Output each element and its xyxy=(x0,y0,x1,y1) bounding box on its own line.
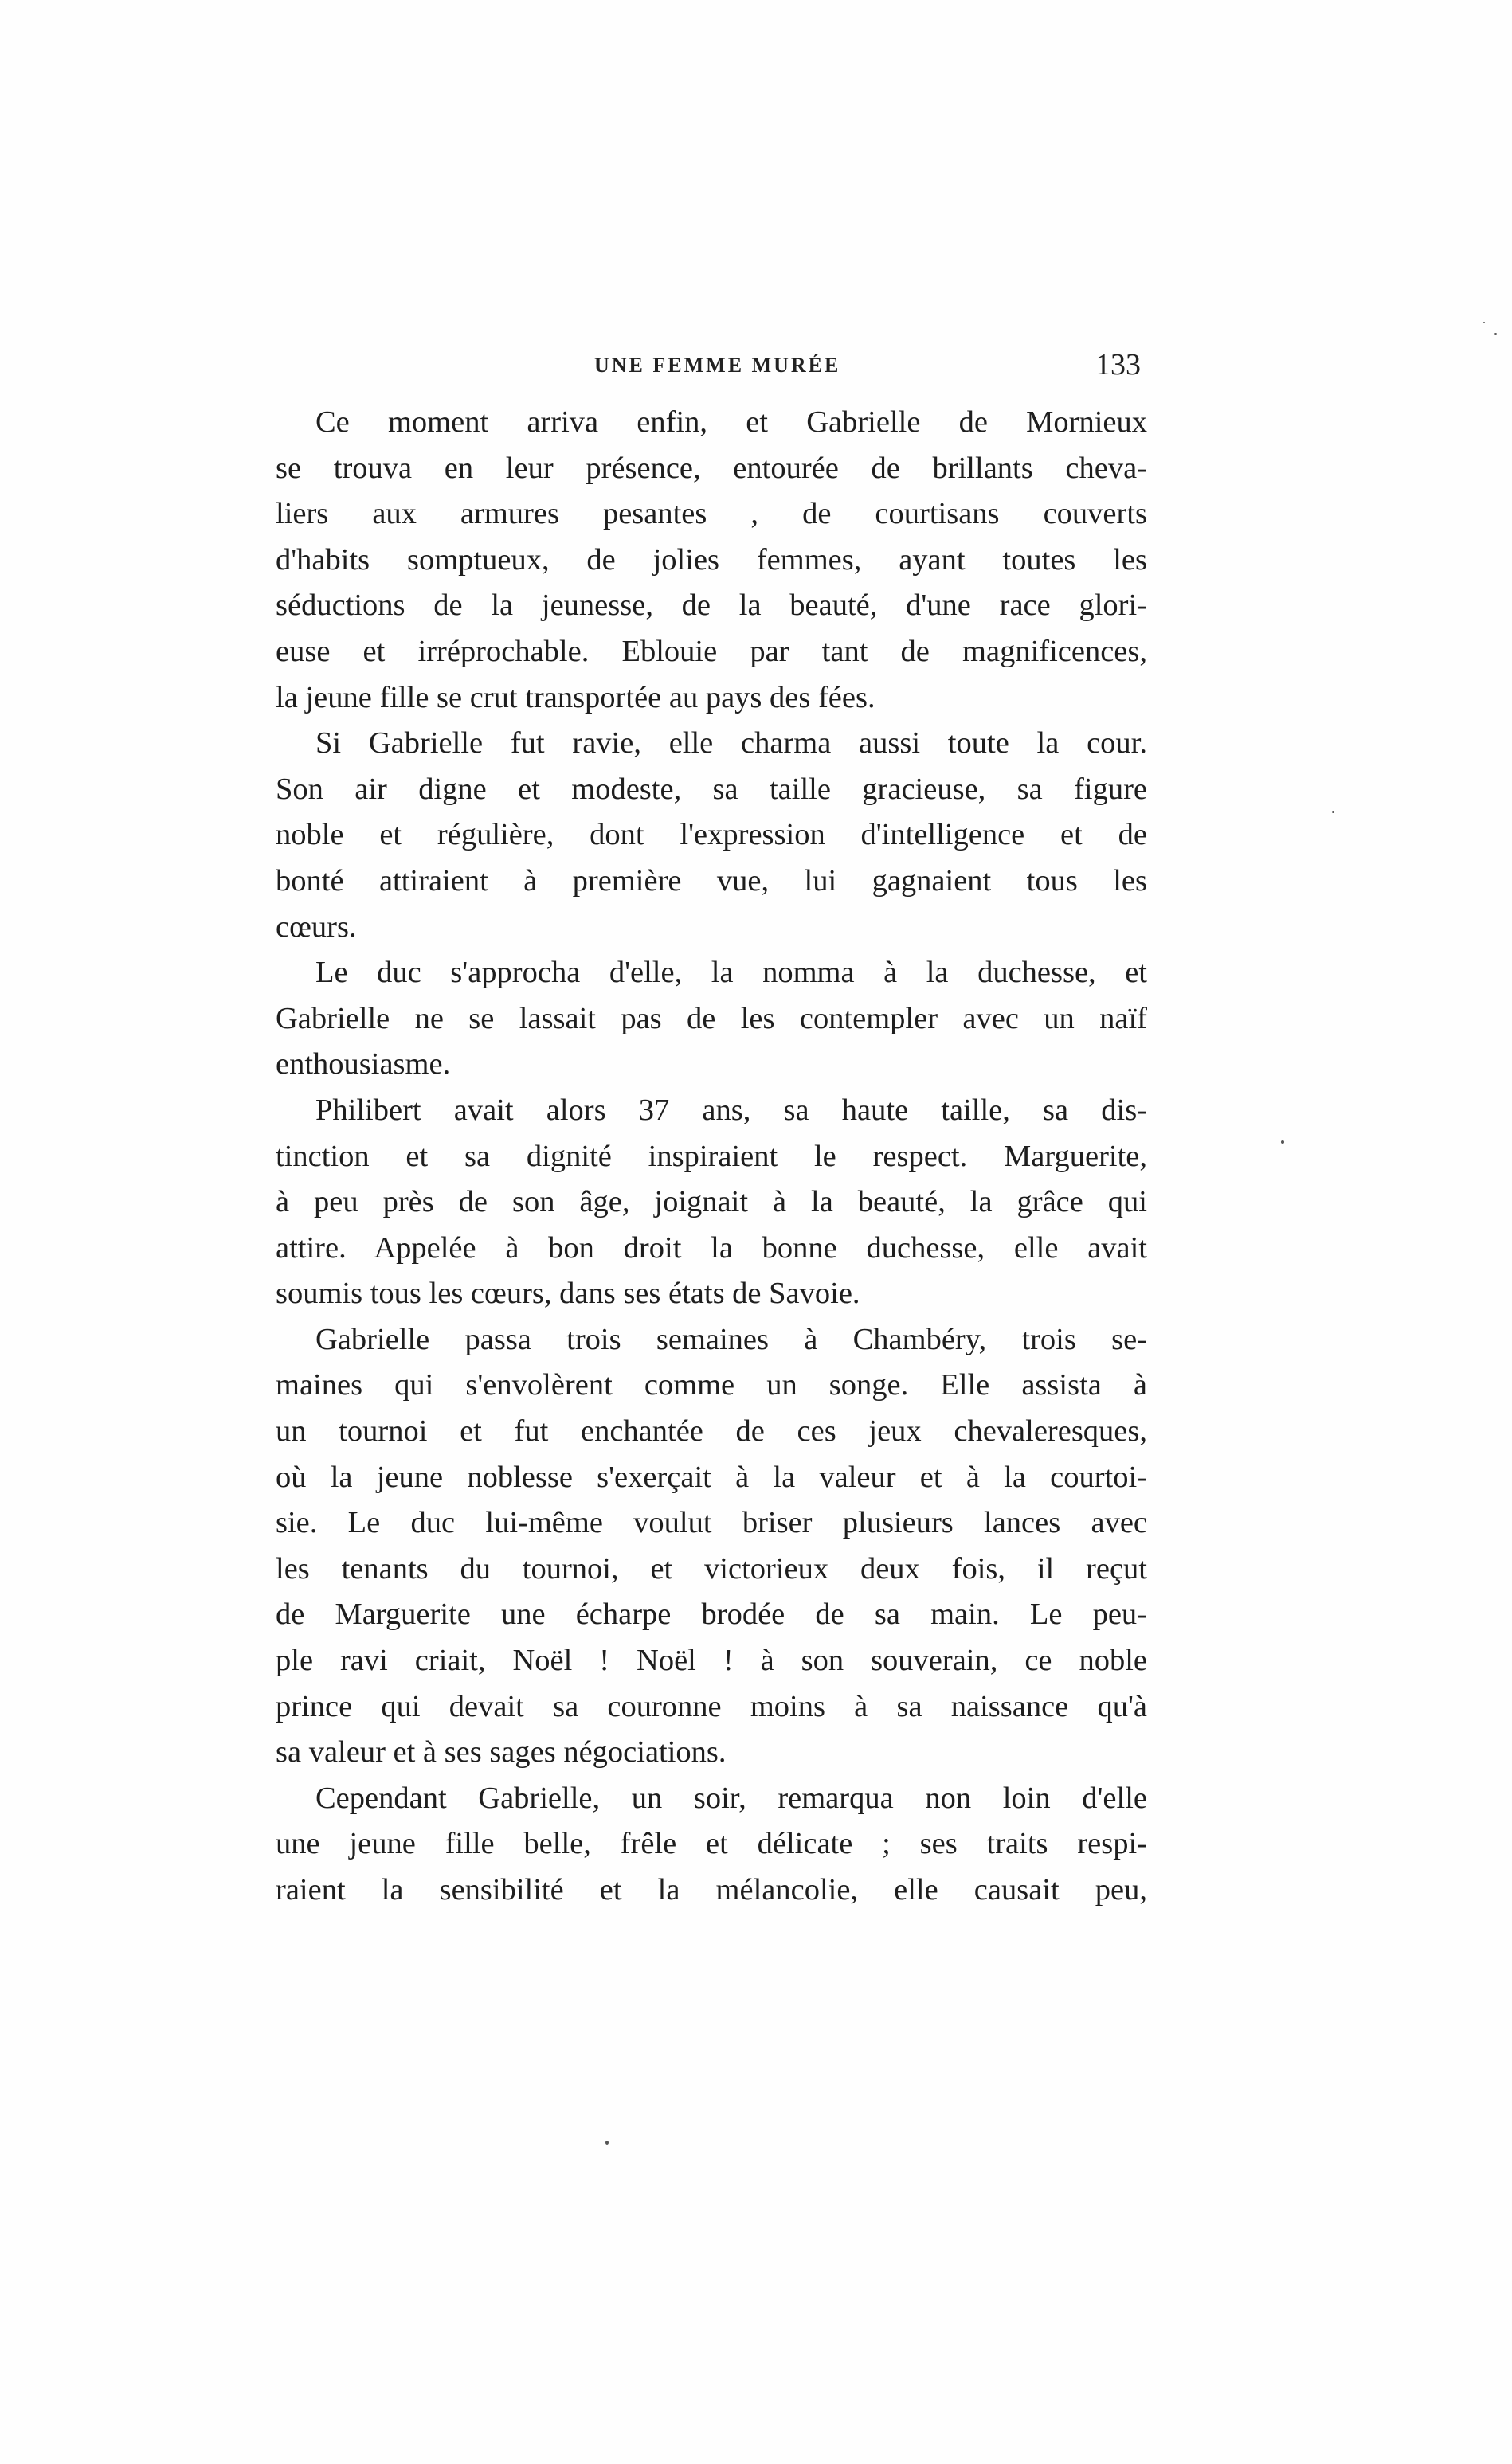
text-line: Gabrielle ne se lassait pas de les contempler avec un naïf xyxy=(276,1001,1147,1035)
paragraph-4 xyxy=(276,1088,1147,1317)
text-line: la jeune fille se crut transportée au pays des fées. xyxy=(276,680,875,714)
text-line: attire. Appelée à bon droit la bonne duchesse, elle avait xyxy=(276,1230,1147,1265)
paragraph-6 xyxy=(276,1776,1147,1914)
text-line: euse et irréprochable. Eblouie par tant de magnificences, xyxy=(276,634,1147,668)
text-line: tinction et sa dignité inspiraient le respect. Marguerite, xyxy=(276,1139,1147,1173)
text-line: bonté attiraient à première vue, lui gagnaient tous les xyxy=(276,863,1147,898)
paper-speck xyxy=(1281,1140,1284,1144)
text-line: un tournoi et fut enchantée de ces jeux chevaleresques, xyxy=(276,1414,1147,1449)
text-line: Ce moment arriva enfin, et Gabrielle de Mornieux xyxy=(315,405,1147,439)
text-line: Le duc s'approcha d'elle, la nomma à la duchesse, et xyxy=(315,956,1147,990)
paragraph-3 xyxy=(276,950,1147,1088)
paragraph-5 xyxy=(276,1317,1147,1776)
text-line: maines qui s'envolèrent comme un songe. Elle assista à xyxy=(276,1368,1147,1402)
paper-speck xyxy=(605,2141,609,2145)
text-line: Si Gabrielle fut ravie, elle charma aussi toute la cour. xyxy=(315,726,1147,761)
paper-speck xyxy=(1494,333,1497,335)
text-line: Son air digne et modeste, sa taille gracieuse, sa figure xyxy=(276,772,1147,806)
body-text xyxy=(276,400,1147,1914)
page-number: 133 xyxy=(1095,348,1141,381)
text-line: sa valeur et à ses sages négociations. xyxy=(276,1735,727,1770)
text-line: où la jeune noblesse s'exerçait à la valeur et à la courtoi- xyxy=(276,1460,1147,1494)
text-line: ple ravi criait, Noël ! Noël ! à son souverain, ce noble xyxy=(276,1644,1147,1678)
text-line: séductions de la jeunesse, de la beauté, d'une race glori- xyxy=(276,589,1147,623)
text-line: de Marguerite une écharpe brodée de sa main. Le peu- xyxy=(276,1598,1147,1632)
paper-speck xyxy=(1332,811,1334,813)
text-line: enthousiasme. xyxy=(276,1047,451,1081)
paper-speck xyxy=(1483,322,1485,323)
text-line: soumis tous les cœurs, dans ses états de Savoie. xyxy=(276,1277,860,1311)
text-line: liers aux armures pesantes , de courtisans couverts xyxy=(276,497,1147,531)
text-line: Philibert avait alors 37 ans, sa haute taille, sa dis- xyxy=(315,1093,1147,1127)
text-line: raient la sensibilité et la mélancolie, elle causait peu, xyxy=(276,1873,1147,1907)
text-line: d'habits somptueux, de jolies femmes, ayant toutes les xyxy=(276,542,1147,577)
text-line: noble et régulière, dont l'expression d'intelligence et de xyxy=(276,818,1147,852)
text-line: se trouva en leur présence, entourée de brillants cheva- xyxy=(276,451,1147,485)
text-line: cœurs. xyxy=(276,909,357,944)
paragraph-2 xyxy=(276,721,1147,950)
text-line: à peu près de son âge, joignait à la beauté, la grâce qui xyxy=(276,1185,1147,1219)
text-line: Cependant Gabrielle, un soir, remarqua non loin d'elle xyxy=(315,1781,1147,1815)
text-line: prince qui devait sa couronne moins à sa naissance qu'à xyxy=(276,1689,1147,1723)
text-line: les tenants du tournoi, et victorieux deux fois, il reçut xyxy=(276,1551,1147,1586)
paragraph-1 xyxy=(276,400,1147,721)
running-title: UNE FEMME MURÉE xyxy=(594,354,841,377)
running-head xyxy=(276,347,1147,387)
text-line: sie. Le duc lui-même voulut briser plusieurs lances avec xyxy=(276,1506,1147,1540)
text-line: une jeune fille belle, frêle et délicate ; ses traits respi- xyxy=(276,1827,1147,1861)
text-line: Gabrielle passa trois semaines à Chambéry, trois se- xyxy=(315,1322,1147,1356)
